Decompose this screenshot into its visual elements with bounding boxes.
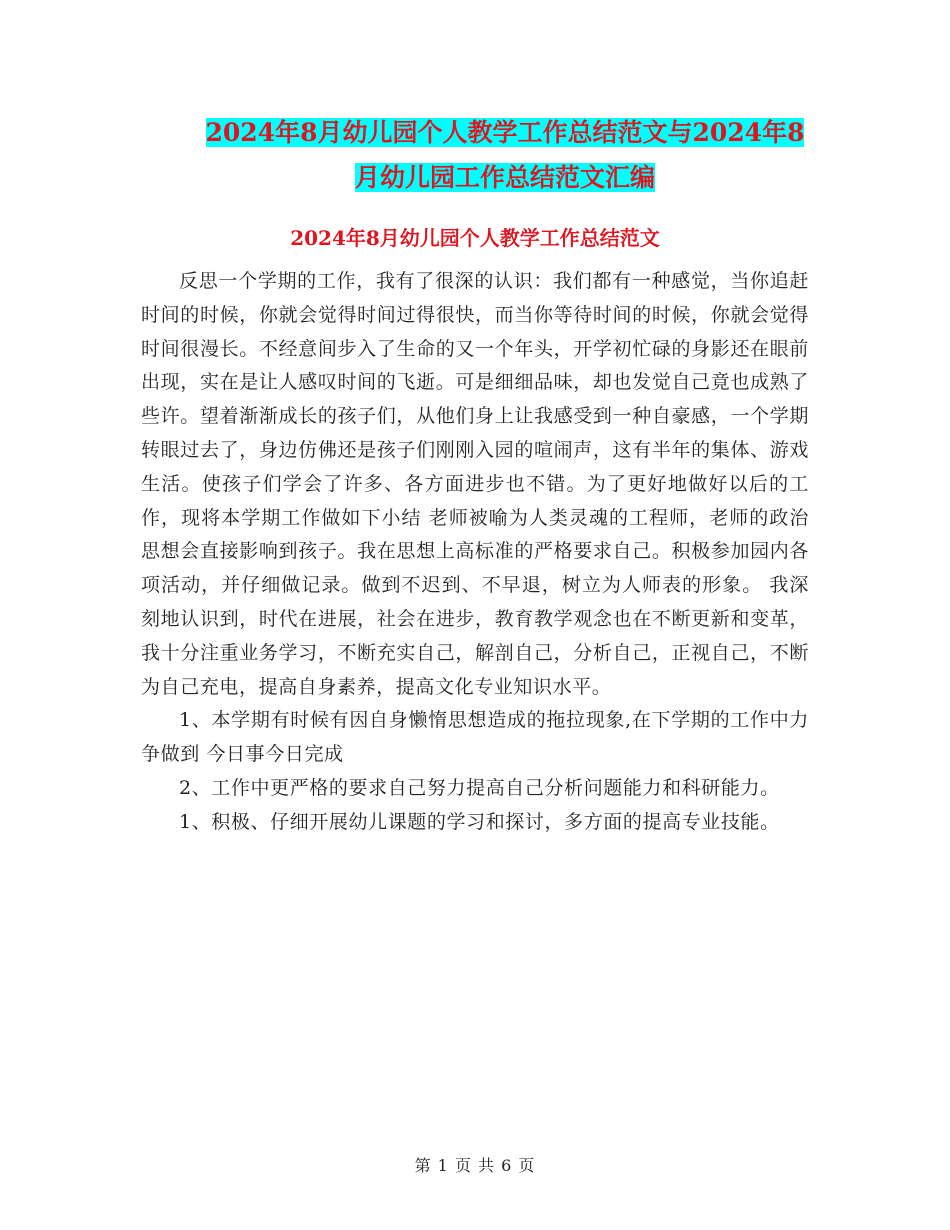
- body-paragraph: 反思一个学期的工作，我有了很深的认识：我们都有一种感觉，当你追赶时间的时候，你就会觉得时间过得很快，而当你等待时间的时候，你就会觉得时间很漫长。不经意间步入了生命的又一个年头，开学初忙碌的身影还在眼前出现，实在是让人感叹时间的飞逝。可是细细品味，却也发觉自己竟也成熟了些许。望着渐渐成长的孩子们，从他们身上让我感受到一种自豪感，一个学期转眼过去了，身边仿佛还是孩子们刚刚入园的喧闹声，这有半年的集体、游戏生活。使孩子们学会了许多、各方面进步也不错。为了更好地做好以后的工作，现将本学期工作做如下小结 老师被喻为人类灵魂的工程师，老师的政治思想会直接影响到孩子。我在思想上高标准的严格要求自己。积极参加园内各项活动，并仔细做记录。做到不迟到、不早退，树立为人师表的形象。 我深刻地认识到，时代在进展，社会在进步，教育教学观念也在不断更新和变革，我十分注重业务学习，不断充实自己，解剖自己，分析自己，正视自己，不断为自己充电，提高自身素养，提高文化专业知识水平。: [141, 270, 809, 698]
- body-paragraph: 1、本学期有时候有因自身懒惰思想造成的拖拉现象,在下学期的工作中力争做到 今日事今日完成: [141, 709, 809, 766]
- body-paragraph: 2、工作中更严格的要求自己努力提高自己分析问题能力和科研能力。: [179, 776, 780, 799]
- body-paragraph: 1、积极、仔细开展幼儿课题的学习和探讨，多方面的提高专业技能。: [179, 810, 780, 833]
- document-title-line2: 月幼儿园工作总结范文汇编: [354, 163, 655, 192]
- document-title-line1: 2024年8月幼儿园个人教学工作总结范文与2024年8: [205, 118, 805, 147]
- section-title: 2024年8月幼儿园个人教学工作总结范文: [290, 226, 660, 250]
- page-footer: 第 1 页 共 6 页: [414, 1156, 536, 1175]
- document-title: [140, 110, 870, 200]
- document-body: [141, 265, 809, 840]
